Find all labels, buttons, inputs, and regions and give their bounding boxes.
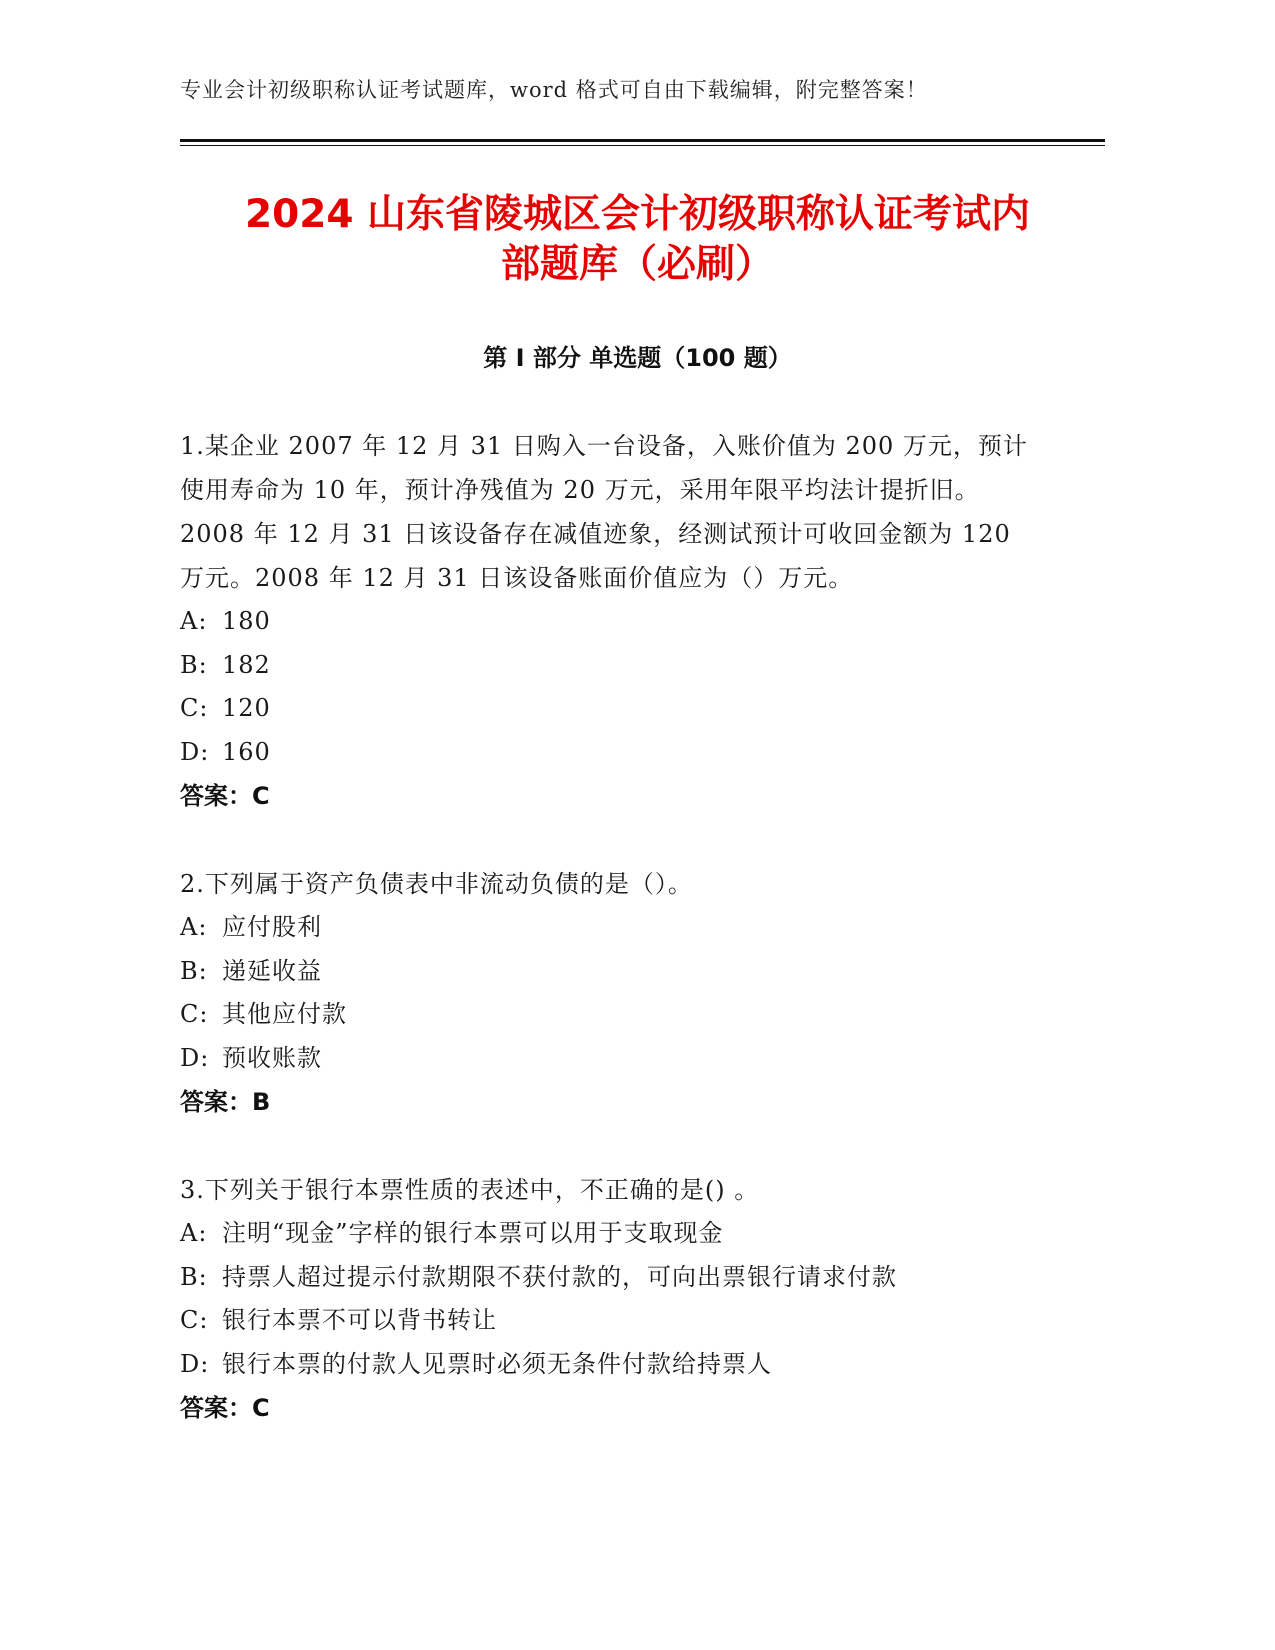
option-text: 预收账款 — [222, 1043, 322, 1072]
section-heading: 第 I 部分 单选题（100 题） — [483, 344, 792, 372]
answer-line: 答案：C — [180, 782, 270, 810]
option-text: 银行本票不可以背书转让 — [222, 1306, 497, 1334]
option-c — [180, 687, 1040, 731]
option-letter: C: — [180, 1306, 209, 1334]
header-rule-thick — [180, 139, 1105, 142]
option-letter: B: — [180, 1262, 208, 1291]
option-a — [180, 906, 1040, 950]
option-a — [180, 600, 1040, 644]
option-d — [180, 1037, 1040, 1081]
option-a — [180, 1212, 1040, 1256]
option-c — [180, 993, 1040, 1037]
option-text: 其他应付款 — [222, 1000, 347, 1028]
option-text: 银行本票的付款人见票时必须无条件付款给持票人 — [222, 1349, 772, 1378]
option-letter: A: — [180, 607, 208, 635]
header-rule-thin — [180, 145, 1105, 146]
option-d — [180, 731, 1040, 775]
option-letter: C: — [180, 694, 209, 722]
option-d — [180, 1343, 1040, 1387]
option-letter: A: — [180, 1219, 208, 1247]
option-b — [180, 1256, 1040, 1300]
question-stem: 1.某企业 2007 年 12 月 31 日购入一台设备，入账价值为 200 万元，预计使用寿命为 10 年，预计净残值为 20 万元，采用年限平均法计提折旧。2008 年 12 月 31 日该设备存在减值迹象，经测试预计可收回金额为 120 万元。2008 年 12 月 31 日该设备账面价值应为（）万元。 — [180, 432, 1028, 592]
option-letter: D: — [180, 1043, 210, 1072]
question-1 — [180, 424, 1040, 818]
option-letter: B: — [180, 956, 208, 985]
option-text: 120 — [222, 694, 271, 722]
option-text: 应付股利 — [222, 913, 322, 941]
option-b — [180, 950, 1040, 994]
document-title-line-1: 2024 山东省陵城区会计初级职称认证考试内 — [244, 192, 1031, 237]
header-note: 专业会计初级职称认证考试题库，word 格式可自由下载编辑，附完整答案！ — [180, 78, 928, 102]
question-stem: 3.下列关于银行本票性质的表述中，不正确的是() 。 — [180, 1176, 760, 1204]
question-2 — [180, 862, 1040, 1124]
option-text: 182 — [222, 650, 271, 679]
option-text: 180 — [222, 607, 271, 635]
question-stem: 2.下列属于资产负债表中非流动负债的是（）。 — [180, 870, 693, 898]
option-text: 递延收益 — [222, 956, 322, 985]
question-list — [180, 424, 1040, 1474]
option-letter: C: — [180, 1000, 209, 1028]
option-letter: D: — [180, 1349, 210, 1378]
option-letter: A: — [180, 913, 208, 941]
option-text: 注明“现金”字样的银行本票可以用于支取现金 — [222, 1219, 724, 1247]
option-c — [180, 1299, 1040, 1343]
option-b — [180, 644, 1040, 688]
question-3 — [180, 1168, 1040, 1430]
answer-line: 答案：B — [180, 1088, 271, 1116]
option-text: 160 — [222, 737, 271, 766]
option-text: 持票人超过提示付款期限不获付款的，可向出票银行请求付款 — [222, 1262, 897, 1291]
option-letter: B: — [180, 650, 208, 679]
option-letter: D: — [180, 737, 210, 766]
document-title-line-2: 部题库（必刷） — [500, 242, 774, 287]
document-title — [150, 190, 1125, 290]
answer-line: 答案：C — [180, 1394, 270, 1422]
